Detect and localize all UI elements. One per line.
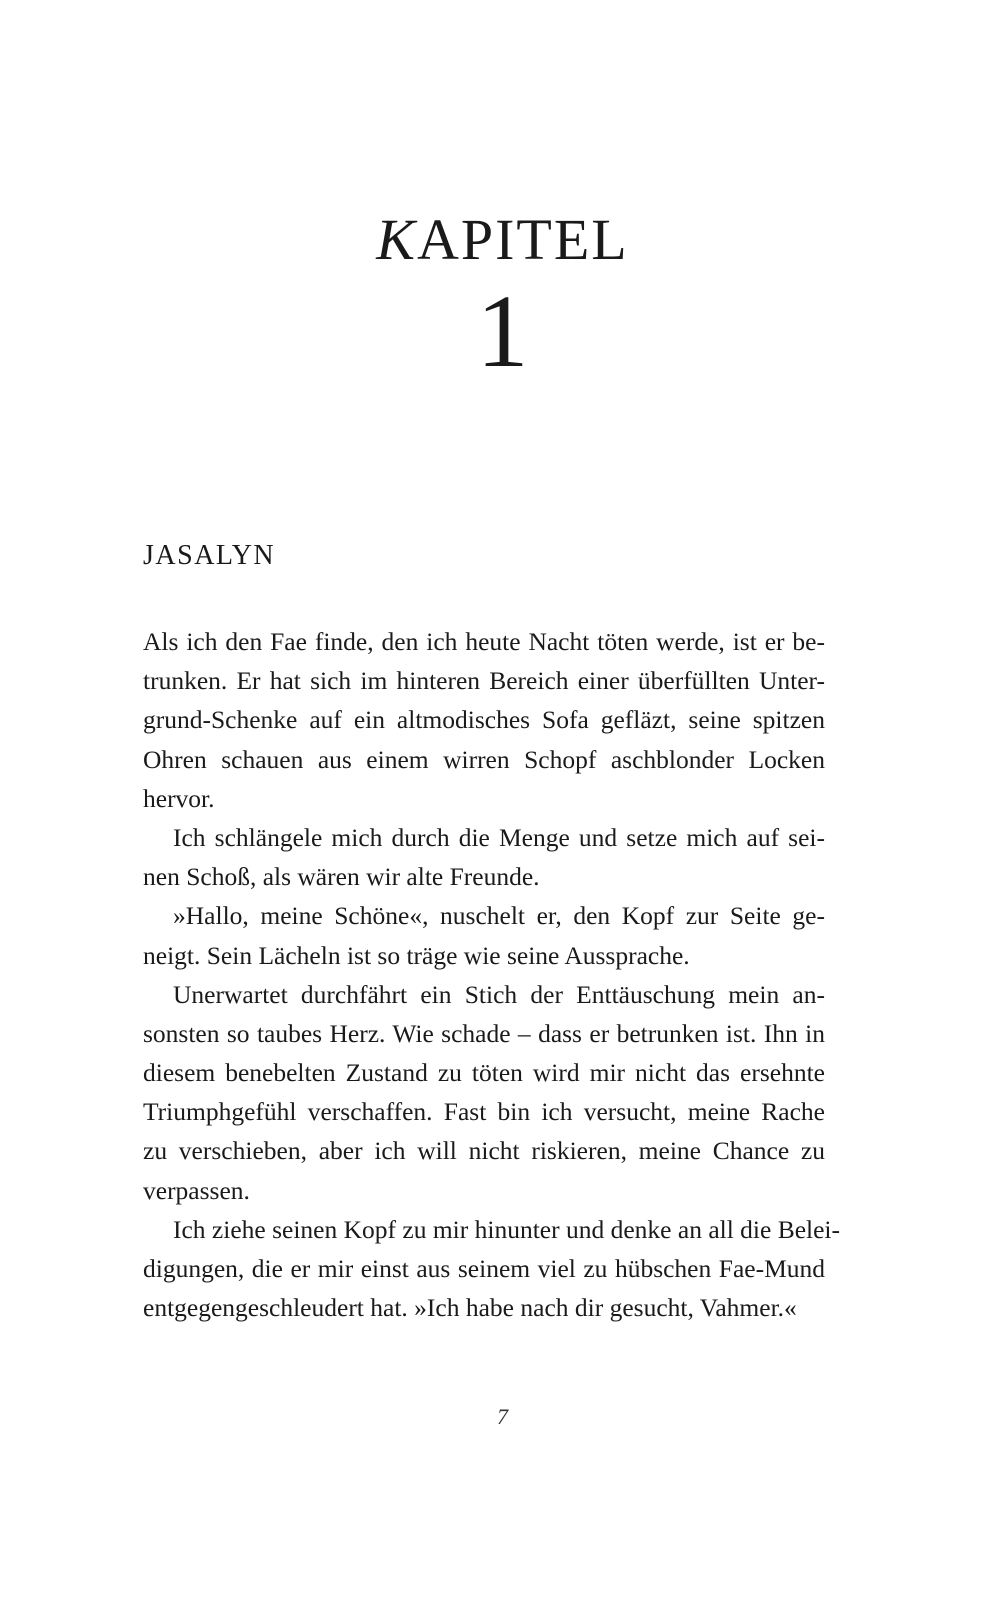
text-line: Ich ziehe seinen Kopf zu mir hinunter und denke an all die Belei- — [173, 1214, 841, 1244]
text-line: Als ich den Fae finde, den ich heute Nacht töten werde, ist er be- — [143, 627, 825, 656]
chapter-heading — [0, 205, 1005, 387]
text-line: Unerwartet durchfährt ein Stich der Enttäuschung mein an- — [173, 979, 825, 1009]
text-line: sonsten so taubes Herz. Wie schade – dass er betrunken ist. Ihn in — [143, 1018, 825, 1048]
text-line: digungen, die er mir einst aus seinem viel zu hübschen Fae-Mund — [143, 1254, 825, 1283]
text-line: Ohren schauen aus einem wirren Schopf aschblonder Locken — [143, 744, 825, 774]
body-text — [143, 622, 841, 1327]
text-line: zu verschieben, aber ich will nicht riskieren, meine Chance zu — [143, 1136, 825, 1166]
text-line: nen Schoß, als wären wir alte Freunde. — [143, 862, 540, 892]
text-line: diesem benebelten Zustand zu töten wird mir nicht das ersehnte — [143, 1058, 825, 1088]
text-line: neigt. Sein Lächeln ist so träge wie seine Aussprache. — [143, 940, 690, 970]
text-line: »Hallo, meine Schöne«, nuschelt er, den Kopf zur Seite ge- — [173, 901, 825, 931]
text-line: grund-Schenke auf ein altmodisches Sofa gefläzt, seine spitzen — [143, 705, 825, 735]
text-line: verpassen. — [143, 1175, 250, 1205]
text-line: entgegengeschleudert hat. »Ich habe nach dir gesucht, Vahmer.« — [143, 1293, 797, 1323]
chapter-title-rest: APITEL — [416, 207, 629, 272]
text-line: Ich schlängele mich durch die Menge und setze mich auf sei- — [173, 822, 825, 852]
chapter-title — [376, 205, 628, 275]
text-line: trunken. Er hat sich im hinteren Bereich einer überfüllten Unter- — [143, 666, 825, 696]
page-number: 7 — [497, 1404, 508, 1429]
chapter-title-initial: K — [376, 207, 417, 272]
text-line: hervor. — [143, 783, 215, 813]
text-line: Triumphgefühl verschaffen. Fast bin ich versucht, meine Rache — [143, 1097, 825, 1127]
chapter-number: 1 — [476, 274, 529, 389]
pov-character-name: JASALYN — [143, 540, 276, 571]
